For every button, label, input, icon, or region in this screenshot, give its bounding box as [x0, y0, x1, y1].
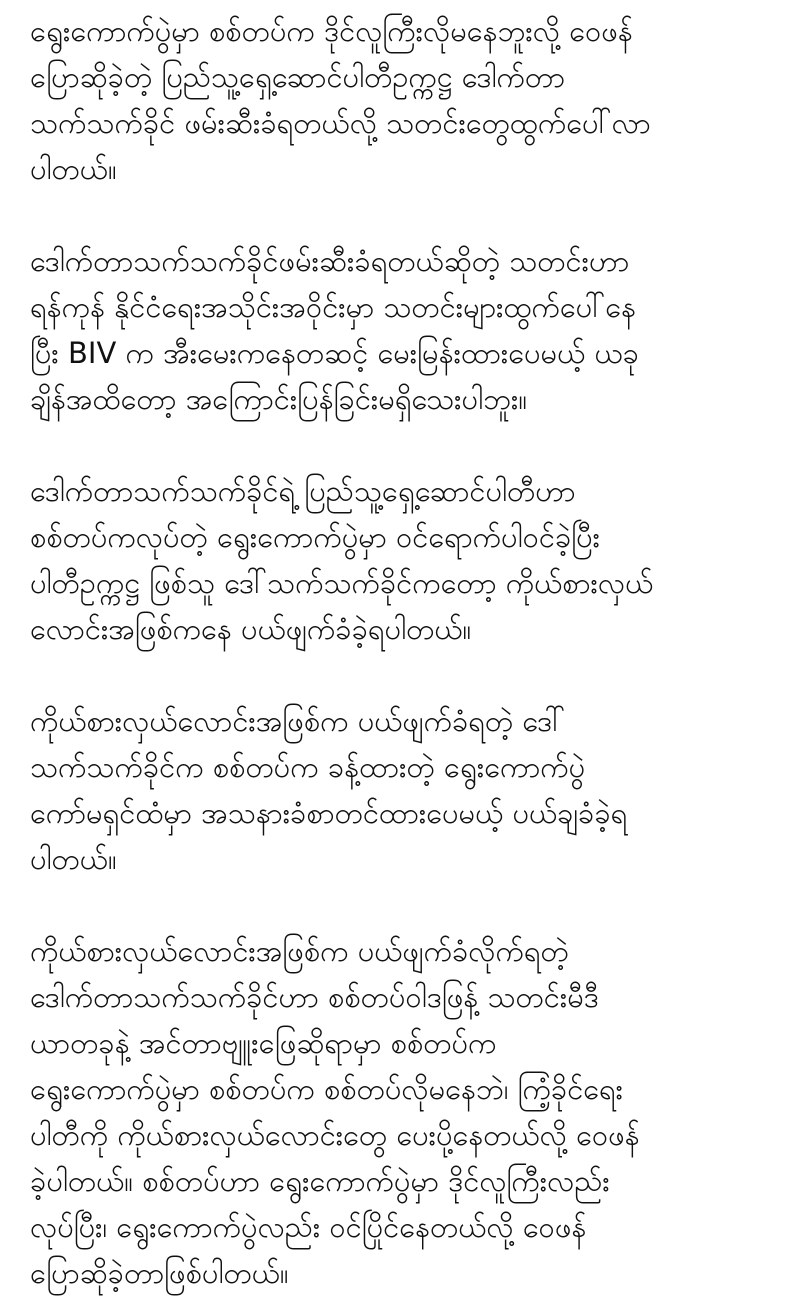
paragraph-5-line-6: ခဲ့ပါတယ်။ စစ်တပ်ဟာ ရွေးကောက်ပွဲမှာ ဒိုင်လူကြီးလည်း — [30, 1164, 610, 1198]
paragraph-1-line-4: ပါတယ်။ — [30, 152, 117, 186]
paragraph-5 — [30, 928, 788, 1296]
paragraph-1 — [30, 8, 788, 192]
paragraph-3-line-3: ပါတီဥက္ကဋ္ဌ ဖြစ်သူ ဒေါ်သက်သက်ခိုင်ကတော့ ကိုယ်စားလှယ် — [30, 566, 654, 600]
paragraph-2-line-2: ရန်ကုန် နိုင်ငံရေးအသိုင်းအဝိုင်းမှာ သတင်းများထွက်ပေါ်နေ — [30, 290, 637, 324]
paragraph-1-line-2: ပြောဆိုခဲ့တဲ့ ပြည်သူ့ရှေ့ဆောင်ပါတီဥက္ကဋ္ဌ ဒေါက်တာ — [30, 60, 566, 94]
paragraph-4-line-1: ကိုယ်စားလှယ်လောင်းအဖြစ်က ပယ်ဖျက်ခံရတဲ့ ဒေါ် — [30, 704, 566, 738]
paragraph-5-line-8: ပြောဆိုခဲ့တာဖြစ်ပါတယ်။ — [30, 1256, 289, 1290]
paragraph-3-line-2: စစ်တပ်ကလုပ်တဲ့ ရွေးကောက်ပွဲမှာ ဝင်ရောက်ပါဝင်ခဲ့ပြီး — [30, 520, 601, 554]
paragraph-5-line-4: ရွေးကောက်ပွဲမှာ စစ်တပ်က စစ်တပ်လိုမနေဘဲ၊ ကြံ့ခိုင်ရေး — [30, 1072, 624, 1106]
paragraph-4-line-3: ကော်မရှင်ထံမှာ အသနားခံစာတင်ထားပေမယ့် ပယ်ချခံခဲ့ရ — [30, 796, 628, 830]
paragraph-4-line-2: သက်သက်ခိုင်က စစ်တပ်က ခန့်ထားတဲ့ ရွေးကောက်ပွဲ — [30, 750, 586, 784]
paragraph-1-line-1: ရွေးကောက်ပွဲမှာ စစ်တပ်က ဒိုင်လူကြီးလိုမနေဘူးလို့ ဝေဖန် — [30, 14, 633, 48]
paragraph-2-line-1: ဒေါက်တာသက်သက်ခိုင်ဖမ်းဆီးခံရတယ်ဆိုတဲ့ သတင်းဟာ — [30, 244, 630, 278]
paragraph-3-line-4: လောင်းအဖြစ်ကနေ ပယ်ဖျက်ခံခဲ့ရပါတယ်။ — [30, 612, 472, 646]
paragraph-5-line-7: လုပ်ပြီး၊ ရွေးကောက်ပွဲလည်း ဝင်ပြိုင်နေတယ်လို့ ဝေဖန် — [30, 1210, 587, 1244]
paragraph-5-line-1: ကိုယ်စားလှယ်လောင်းအဖြစ်က ပယ်ဖျက်ခံလိုက်ရတဲ့ — [30, 934, 569, 968]
paragraph-5-line-3: ယာတခုနဲ့ အင်တာဗျူးဖြေဆိုရာမှာ စစ်တပ်က — [30, 1026, 497, 1060]
paragraph-4 — [30, 698, 788, 882]
paragraph-3 — [30, 468, 788, 652]
paragraph-3-line-1: ဒေါက်တာသက်သက်ခိုင်ရဲ့ ပြည်သူ့ရှေ့ဆောင်ပါတီဟာ — [30, 474, 576, 508]
paragraph-5-line-2: ဒေါက်တာသက်သက်ခိုင်ဟာ စစ်တပ်ဝါဒဖြန့် သတင်းမီဒီ — [30, 980, 599, 1014]
paragraph-4-line-4: ပါတယ်။ — [30, 842, 117, 876]
paragraph-5-line-5: ပါတီကို ကိုယ်စားလှယ်လောင်းတွေ ပေးပို့နေတယ်လို့ ဝေဖန် — [30, 1118, 640, 1152]
paragraph-2-line-4: ချိန်အထိတော့ အကြောင်းပြန်ခြင်းမရှိသေးပါဘူး။ — [30, 382, 528, 416]
paragraph-2 — [30, 238, 788, 422]
paragraph-2-line-3: ပြီး BIV က အီးမေးကနေတဆင့် မေးမြန်းထားပေမယ့် ယခု — [30, 336, 639, 370]
paragraph-1-line-3: သက်သက်ခိုင် ဖမ်းဆီးခံရတယ်လို့ သတင်းတွေထွက်ပေါ်လာ — [30, 106, 651, 140]
